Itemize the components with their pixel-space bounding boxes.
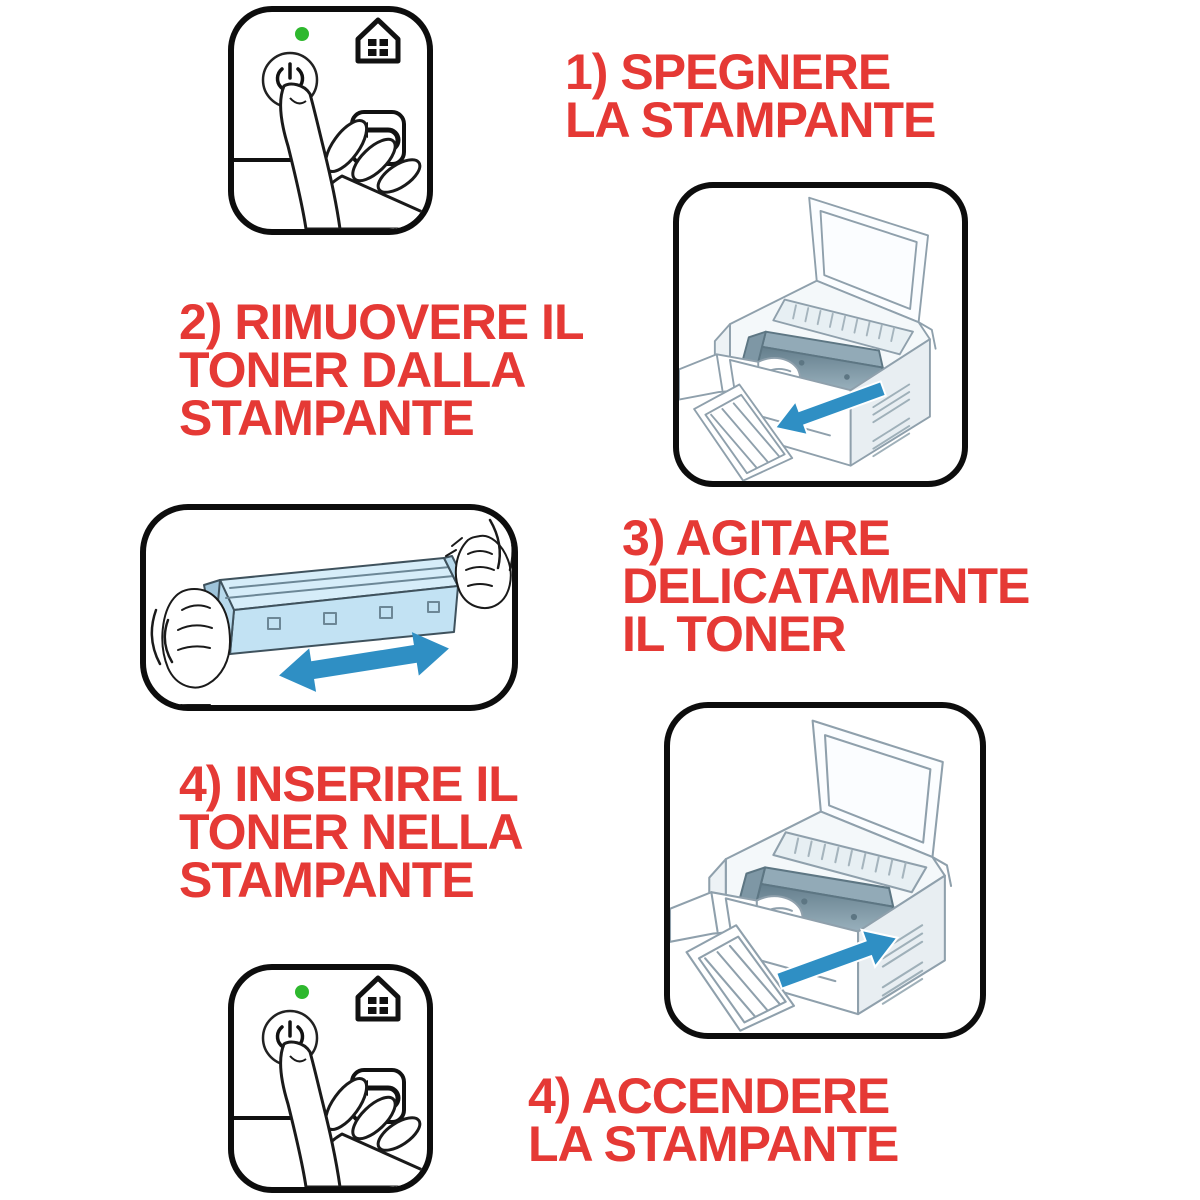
step-text-line: STAMPANTE [179, 390, 474, 446]
step-text-line: TONER NELLA [179, 804, 523, 860]
step-text-line: IL TONER [622, 606, 846, 662]
step-text-line: 1) SPEGNERE [565, 44, 891, 100]
power-off-illustration [228, 6, 433, 235]
step-3-label [622, 510, 1030, 662]
shake-toner-illustration [140, 504, 518, 711]
step-text-line: LA STAMPANTE [565, 92, 936, 148]
step-text-line: 4) INSERIRE IL [179, 756, 518, 812]
printer-remove-art [679, 188, 962, 481]
step-text-line: DELICATAMENTE [622, 558, 1030, 614]
step-1-label [565, 44, 936, 148]
step-text-line: 3) AGITARE [622, 510, 890, 566]
insert-toner-illustration [664, 702, 986, 1039]
step-2-label [179, 294, 584, 446]
step-text-line: TONER DALLA [179, 342, 526, 398]
power-on-illustration [228, 964, 433, 1193]
step-text-line: 2) RIMUOVERE IL [179, 294, 584, 350]
remove-toner-illustration [673, 182, 968, 487]
power-panel-art [234, 970, 427, 1187]
toner-shake-art [146, 510, 512, 705]
step-text-line: 4) ACCENDERE [528, 1068, 890, 1124]
printer-insert-art [670, 708, 980, 1033]
step-5-label [528, 1068, 899, 1172]
step-text-line: LA STAMPANTE [528, 1116, 899, 1172]
step-4-label [179, 756, 523, 908]
step-text-line: STAMPANTE [179, 852, 474, 908]
power-panel-art [234, 12, 427, 229]
